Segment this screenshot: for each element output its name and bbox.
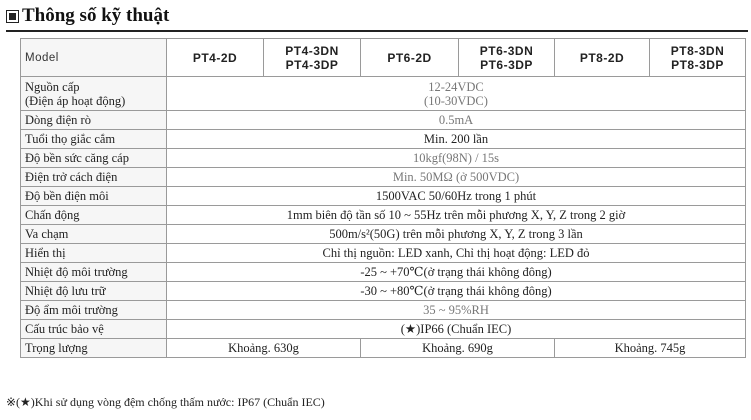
- row-value: Min. 50MΩ (ở 500VDC): [167, 168, 746, 187]
- model-column-header: [264, 39, 361, 77]
- model-name: PT8-3DP: [671, 57, 724, 72]
- row-label: Hiển thị: [21, 244, 167, 263]
- model-name: PT4-3DP: [285, 57, 339, 72]
- model-header: Model: [21, 39, 167, 77]
- table-row: [21, 77, 746, 111]
- row-label: Cấu trúc bảo vệ: [21, 320, 167, 339]
- row-label: Va chạm: [21, 225, 167, 244]
- table-row: [21, 244, 746, 263]
- row-value: 10kgf(98N) / 15s: [167, 149, 746, 168]
- table-row: [21, 282, 746, 301]
- row-value: 500m/s²(50G) trên mỗi phương X, Y, Z trong 3 lần: [167, 225, 746, 244]
- row-value: Khoảng. 630g: [167, 339, 361, 358]
- row-label: Điện trở cách điện: [21, 168, 167, 187]
- table-row: [21, 111, 746, 130]
- row-value: (★)IP66 (Chuẩn IEC): [167, 320, 746, 339]
- row-value-line: (10-30VDC): [424, 93, 488, 108]
- table-row: [21, 263, 746, 282]
- model-name: PT4-3DN: [285, 43, 339, 58]
- model-column-header: [555, 39, 650, 77]
- table-row: [21, 225, 746, 244]
- model-name: PT6-2D: [387, 50, 432, 65]
- row-value: Min. 200 lần: [167, 130, 746, 149]
- row-label: Nhiệt độ môi trường: [21, 263, 167, 282]
- row-label: Tuổi thọ giắc cắm: [21, 130, 167, 149]
- row-label-line: (Điện áp hoạt động): [25, 93, 126, 108]
- model-name: PT6-3DP: [480, 57, 533, 72]
- row-label: Chấn động: [21, 206, 167, 225]
- spec-table: [20, 38, 746, 358]
- title-underline: [6, 30, 748, 32]
- table-header-row: [21, 39, 746, 77]
- model-column-header: [361, 39, 459, 77]
- section-title-text: Thông số kỹ thuật: [22, 5, 170, 26]
- model-name: PT6-3DN: [479, 43, 534, 58]
- table-row: [21, 149, 746, 168]
- row-value: Khoảng. 745g: [555, 339, 746, 358]
- table-row: [21, 130, 746, 149]
- table-row: [21, 206, 746, 225]
- table-row: [21, 320, 746, 339]
- model-name: PT8-3DN: [670, 43, 725, 58]
- table-row: [21, 168, 746, 187]
- row-label: Độ bền sức căng cáp: [21, 149, 167, 168]
- table-row: [21, 187, 746, 206]
- row-value: 1mm biên độ tần số 10 ~ 55Hz trên mỗi phương X, Y, Z trong 2 giờ: [167, 206, 746, 225]
- row-value: Khoảng. 690g: [361, 339, 555, 358]
- row-value: 35 ~ 95%RH: [167, 301, 746, 320]
- row-value: 1500VAC 50/60Hz trong 1 phút: [167, 187, 746, 206]
- row-value: Chỉ thị nguồn: LED xanh, Chỉ thị hoạt động: LED đỏ: [167, 244, 746, 263]
- square-bullet-icon: [6, 10, 19, 23]
- model-name: PT8-2D: [579, 50, 625, 65]
- row-value: [167, 77, 746, 111]
- row-label: Trọng lượng: [21, 339, 167, 358]
- model-column-header: [459, 39, 555, 77]
- row-label: Nhiệt độ lưu trữ: [21, 282, 167, 301]
- table-row: [21, 339, 746, 358]
- footnote: ※(★)Khi sử dụng vòng đệm chống thấm nước: IP67 (Chuẩn IEC): [6, 395, 325, 409]
- row-value: -30 ~ +80℃(ở trạng thái không đông): [167, 282, 746, 301]
- row-value: -25 ~ +70℃(ở trạng thái không đông): [167, 263, 746, 282]
- row-label: Độ ẩm môi trường: [21, 301, 167, 320]
- table-row: [21, 301, 746, 320]
- row-label-line: Nguồn cấp: [25, 79, 80, 94]
- section-title: [6, 3, 169, 29]
- row-value-line: 12-24VDC: [428, 79, 484, 94]
- model-name: PT4-2D: [192, 50, 238, 65]
- row-label: Độ bền điện môi: [21, 187, 167, 206]
- model-column-header: [650, 39, 746, 77]
- model-column-header: [167, 39, 264, 77]
- row-value: 0.5mA: [167, 111, 746, 130]
- row-label: [21, 77, 167, 111]
- row-label: Dòng điện rò: [21, 111, 167, 130]
